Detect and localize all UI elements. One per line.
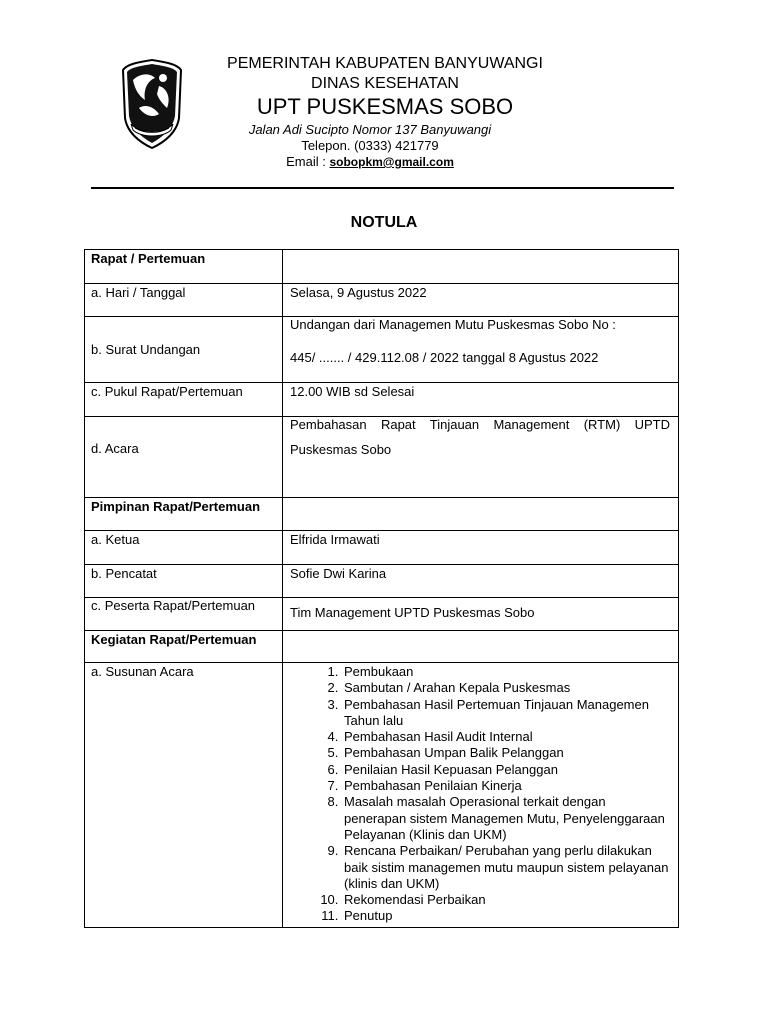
minutes-table bbox=[84, 249, 679, 928]
list-item: 7. Pembahasan Penilaian Kinerja bbox=[342, 778, 670, 794]
row-value-acara-1: Pembahasan Rapat Tinjauan Management (RTM) UPTD bbox=[290, 417, 670, 432]
list-item: 10. Rekomendasi Perbaikan bbox=[342, 892, 670, 908]
table-row bbox=[85, 663, 679, 928]
list-item: 5. Pembahasan Umpan Balik Pelanggan bbox=[342, 745, 670, 761]
row-value-hari: Selasa, 9 Agustus 2022 bbox=[290, 285, 427, 300]
list-item: 4. Pembahasan Hasil Audit Internal bbox=[342, 729, 670, 745]
row-label-pukul: c. Pukul Rapat/Pertemuan bbox=[91, 384, 243, 399]
table-row bbox=[85, 284, 679, 317]
banyuwangi-emblem-logo bbox=[119, 58, 185, 150]
table-row bbox=[85, 631, 679, 663]
table-row bbox=[85, 250, 679, 284]
row-label-kegiatan: Kegiatan Rapat/Pertemuan bbox=[91, 632, 257, 647]
agenda-list bbox=[290, 664, 670, 925]
list-item: 3. Pembahasan Hasil Pertemuan Tinjauan Managemen Tahun lalu bbox=[342, 697, 670, 730]
list-item: 2. Sambutan / Arahan Kepala Puskesmas bbox=[342, 680, 670, 696]
table-row bbox=[85, 417, 679, 498]
row-value-surat-1: Undangan dari Managemen Mutu Puskesmas Sobo No : bbox=[290, 317, 616, 332]
row-value-peserta: Tim Management UPTD Puskesmas Sobo bbox=[290, 605, 535, 620]
list-item: 8. Masalah masalah Operasional terkait dengan penerapan sistem Managemen Mutu, Penyelenggaraan Pelayanan (Klinis dan UKM) bbox=[342, 794, 670, 843]
phone-line: Telepon. (0333) 421779 bbox=[301, 138, 439, 153]
row-value-surat-2: 445/ ....... / 429.112.08 / 2022 tanggal 8 Agustus 2022 bbox=[290, 350, 599, 365]
department-name: DINAS KESEHATAN bbox=[311, 75, 459, 92]
email-address: sobopkm@gmail.com bbox=[329, 155, 454, 169]
row-label-susunan: a. Susunan Acara bbox=[91, 664, 194, 679]
table-row bbox=[85, 383, 679, 417]
address-line: Jalan Adi Sucipto Nomor 137 Banyuwangi bbox=[248, 122, 492, 137]
row-value-pukul: 12.00 WIB sd Selesai bbox=[290, 384, 415, 399]
table-row bbox=[85, 531, 679, 565]
institution-name: UPT PUSKESMAS SOBO bbox=[256, 94, 514, 119]
list-item: 11. Penutup bbox=[342, 908, 670, 924]
row-label-pimpinan: Pimpinan Rapat/Pertemuan bbox=[91, 499, 261, 514]
row-label-ketua: a. Ketua bbox=[91, 532, 140, 547]
row-label-hari: a. Hari / Tanggal bbox=[91, 285, 186, 300]
row-label-peserta: c. Peserta Rapat/Pertemuan bbox=[91, 598, 256, 613]
header-divider bbox=[91, 187, 674, 189]
row-label-acara: d. Acara bbox=[91, 441, 139, 456]
email-label: Email : bbox=[286, 154, 330, 169]
table-row bbox=[85, 598, 679, 631]
document-title: NOTULA bbox=[350, 214, 418, 231]
list-item: 1. Pembukaan bbox=[342, 664, 670, 680]
list-item: 9. Rencana Perbaikan/ Perubahan yang perlu dilakukan baik sistim managemen mutu maupun sistem pelayanan (klinis dan UKM) bbox=[342, 843, 670, 892]
row-value-acara-2: Puskesmas Sobo bbox=[290, 442, 392, 457]
row-label-surat: b. Surat Undangan bbox=[91, 341, 201, 357]
row-label-pencatat: b. Pencatat bbox=[91, 566, 157, 581]
email-line bbox=[220, 154, 520, 169]
table-row bbox=[85, 565, 679, 598]
government-name: PEMERINTAH KABUPATEN BANYUWANGI bbox=[227, 55, 543, 72]
row-value-pencatat: Sofie Dwi Karina bbox=[290, 566, 387, 581]
table-row bbox=[85, 498, 679, 531]
list-item: 6. Penilaian Hasil Kepuasan Pelanggan bbox=[342, 762, 670, 778]
row-value-ketua: Elfrida Irmawati bbox=[290, 532, 380, 547]
row-label-rapat: Rapat / Pertemuan bbox=[91, 251, 206, 266]
table-row bbox=[85, 317, 679, 383]
